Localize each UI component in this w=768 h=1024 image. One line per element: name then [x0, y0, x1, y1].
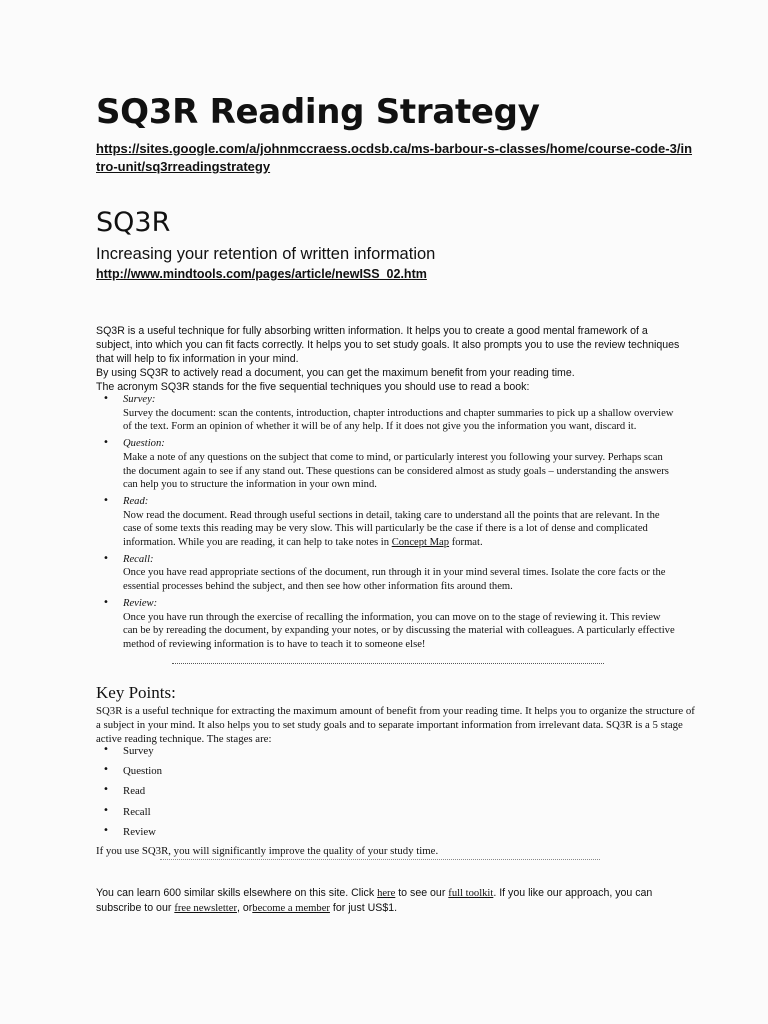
step-question [96, 437, 676, 492]
step-read [96, 495, 676, 550]
step-description: Survey the document: scan the contents, introduction, chapter introductions and chapter summaries to pick up a shallow overview of the text. Form an opinion of whether it will be of any help. If it does not give you the information you want, discard it. [123, 407, 674, 433]
stages-list [96, 744, 162, 845]
footer-text-part: to see our [395, 887, 449, 899]
article-heading: SQ3R [96, 207, 171, 238]
footer-text-part: You can learn 600 similar skills elsewhere on this site. Click [96, 887, 378, 899]
key-points-closing: If you use SQ3R, you will significantly improve the quality of your study time. [96, 845, 439, 857]
step-name: • Review: [123, 597, 158, 609]
step-description: Make a note of any questions on the subject that come to mind, or particularly interest you following your survey. Perhaps scan the document again to see if any stand out. These questions can be considered almost as study goals – understanding the answers can help you to structure the information in your own mind. [123, 451, 669, 491]
page-title: SQ3R Reading Strategy [96, 92, 540, 132]
here-link[interactable]: here [377, 888, 396, 899]
footer-text-part: , or [236, 902, 253, 914]
source-url-link[interactable]: https://sites.google.com/a/johnmccraess.ocdsb.ca/ms-barbour-s-classes/home/course-code-3/intro-unit/sq3rreadingstrategy [96, 141, 693, 174]
footer-text [96, 886, 686, 916]
section-divider [160, 859, 600, 860]
step-name: • Survey: [123, 394, 156, 405]
footer-text-part: for just US$1. [329, 902, 398, 914]
section-divider [172, 663, 604, 664]
intro-paragraph: SQ3R is a useful technique for fully absorbing written information. It helps you to create a good mental framework of a subject, into which you can fit facts correctly. It helps you to set study goals. It also prompts you to use the review techniques that will help to fix information in your mind. [96, 325, 680, 365]
become-member-link[interactable]: become a member [252, 903, 330, 914]
step-description: Once you have run through the exercise of recalling the information, you can move on to the stage of reviewing it. This review can be by rereading the document, by expanding your notes, or by discussing the material with colleagues. A particularly effective method of reviewing information is to have to teach it to someone else! [123, 611, 675, 650]
article-subtitle: Increasing your retention of written information [96, 245, 436, 263]
article-url-link[interactable]: http://www.mindtools.com/pages/article/newISS_02.htm [96, 267, 427, 281]
step-name: • Question: [123, 438, 165, 450]
step-description [123, 509, 676, 550]
step-description-text: Now read the document. Read through useful sections in detail, taking care to understand all the points that are relevant. In the case of some texts this reading may be very slow. This will particularly be the case if there is a lot of dense and complicated information. While you are reading, it can help to take notes in [123, 509, 660, 549]
full-toolkit-link[interactable]: full toolkit [448, 888, 494, 899]
stage-item: • Read [96, 784, 162, 804]
intro-paragraph: The acronym SQ3R stands for the five sequential techniques you should use to read a book: [96, 381, 530, 393]
key-points-text: SQ3R is a useful technique for extracting the maximum amount of benefit from your reading time. It helps you to organize the structure of a subject in your mind. It also helps you to set study goals and to separate important information from irrelevant data. SQ3R is a 5 stage active reading technique. The stages are: [96, 705, 695, 745]
stage-item: • Survey [96, 744, 162, 764]
steps-list [96, 393, 676, 655]
stage-item: • Question [96, 764, 162, 784]
step-name: • Recall: [123, 553, 154, 565]
concept-map-link[interactable]: Concept Map [391, 537, 450, 549]
step-description-text: format. [449, 537, 483, 549]
free-newsletter-link[interactable]: free newsletter [174, 903, 237, 914]
step-name: • Read: [123, 495, 149, 507]
step-description: Once you have read appropriate sections of the document, run through it in your mind several times. Isolate the core facts or the essential processes behind the subject, and then see how other information fits around them. [123, 567, 666, 593]
step-review [96, 597, 676, 652]
key-points-heading: Key Points: [96, 683, 176, 702]
stage-item: • Review [96, 825, 162, 845]
stage-item: • Recall [96, 805, 162, 825]
intro-section [96, 324, 686, 394]
step-survey [96, 393, 676, 434]
intro-paragraph: By using SQ3R to actively read a document, you can get the maximum benefit from your reading time. [96, 367, 575, 379]
step-recall [96, 553, 676, 594]
footer-text-part: . If you like our approach, you can subscribe to our [96, 887, 653, 914]
